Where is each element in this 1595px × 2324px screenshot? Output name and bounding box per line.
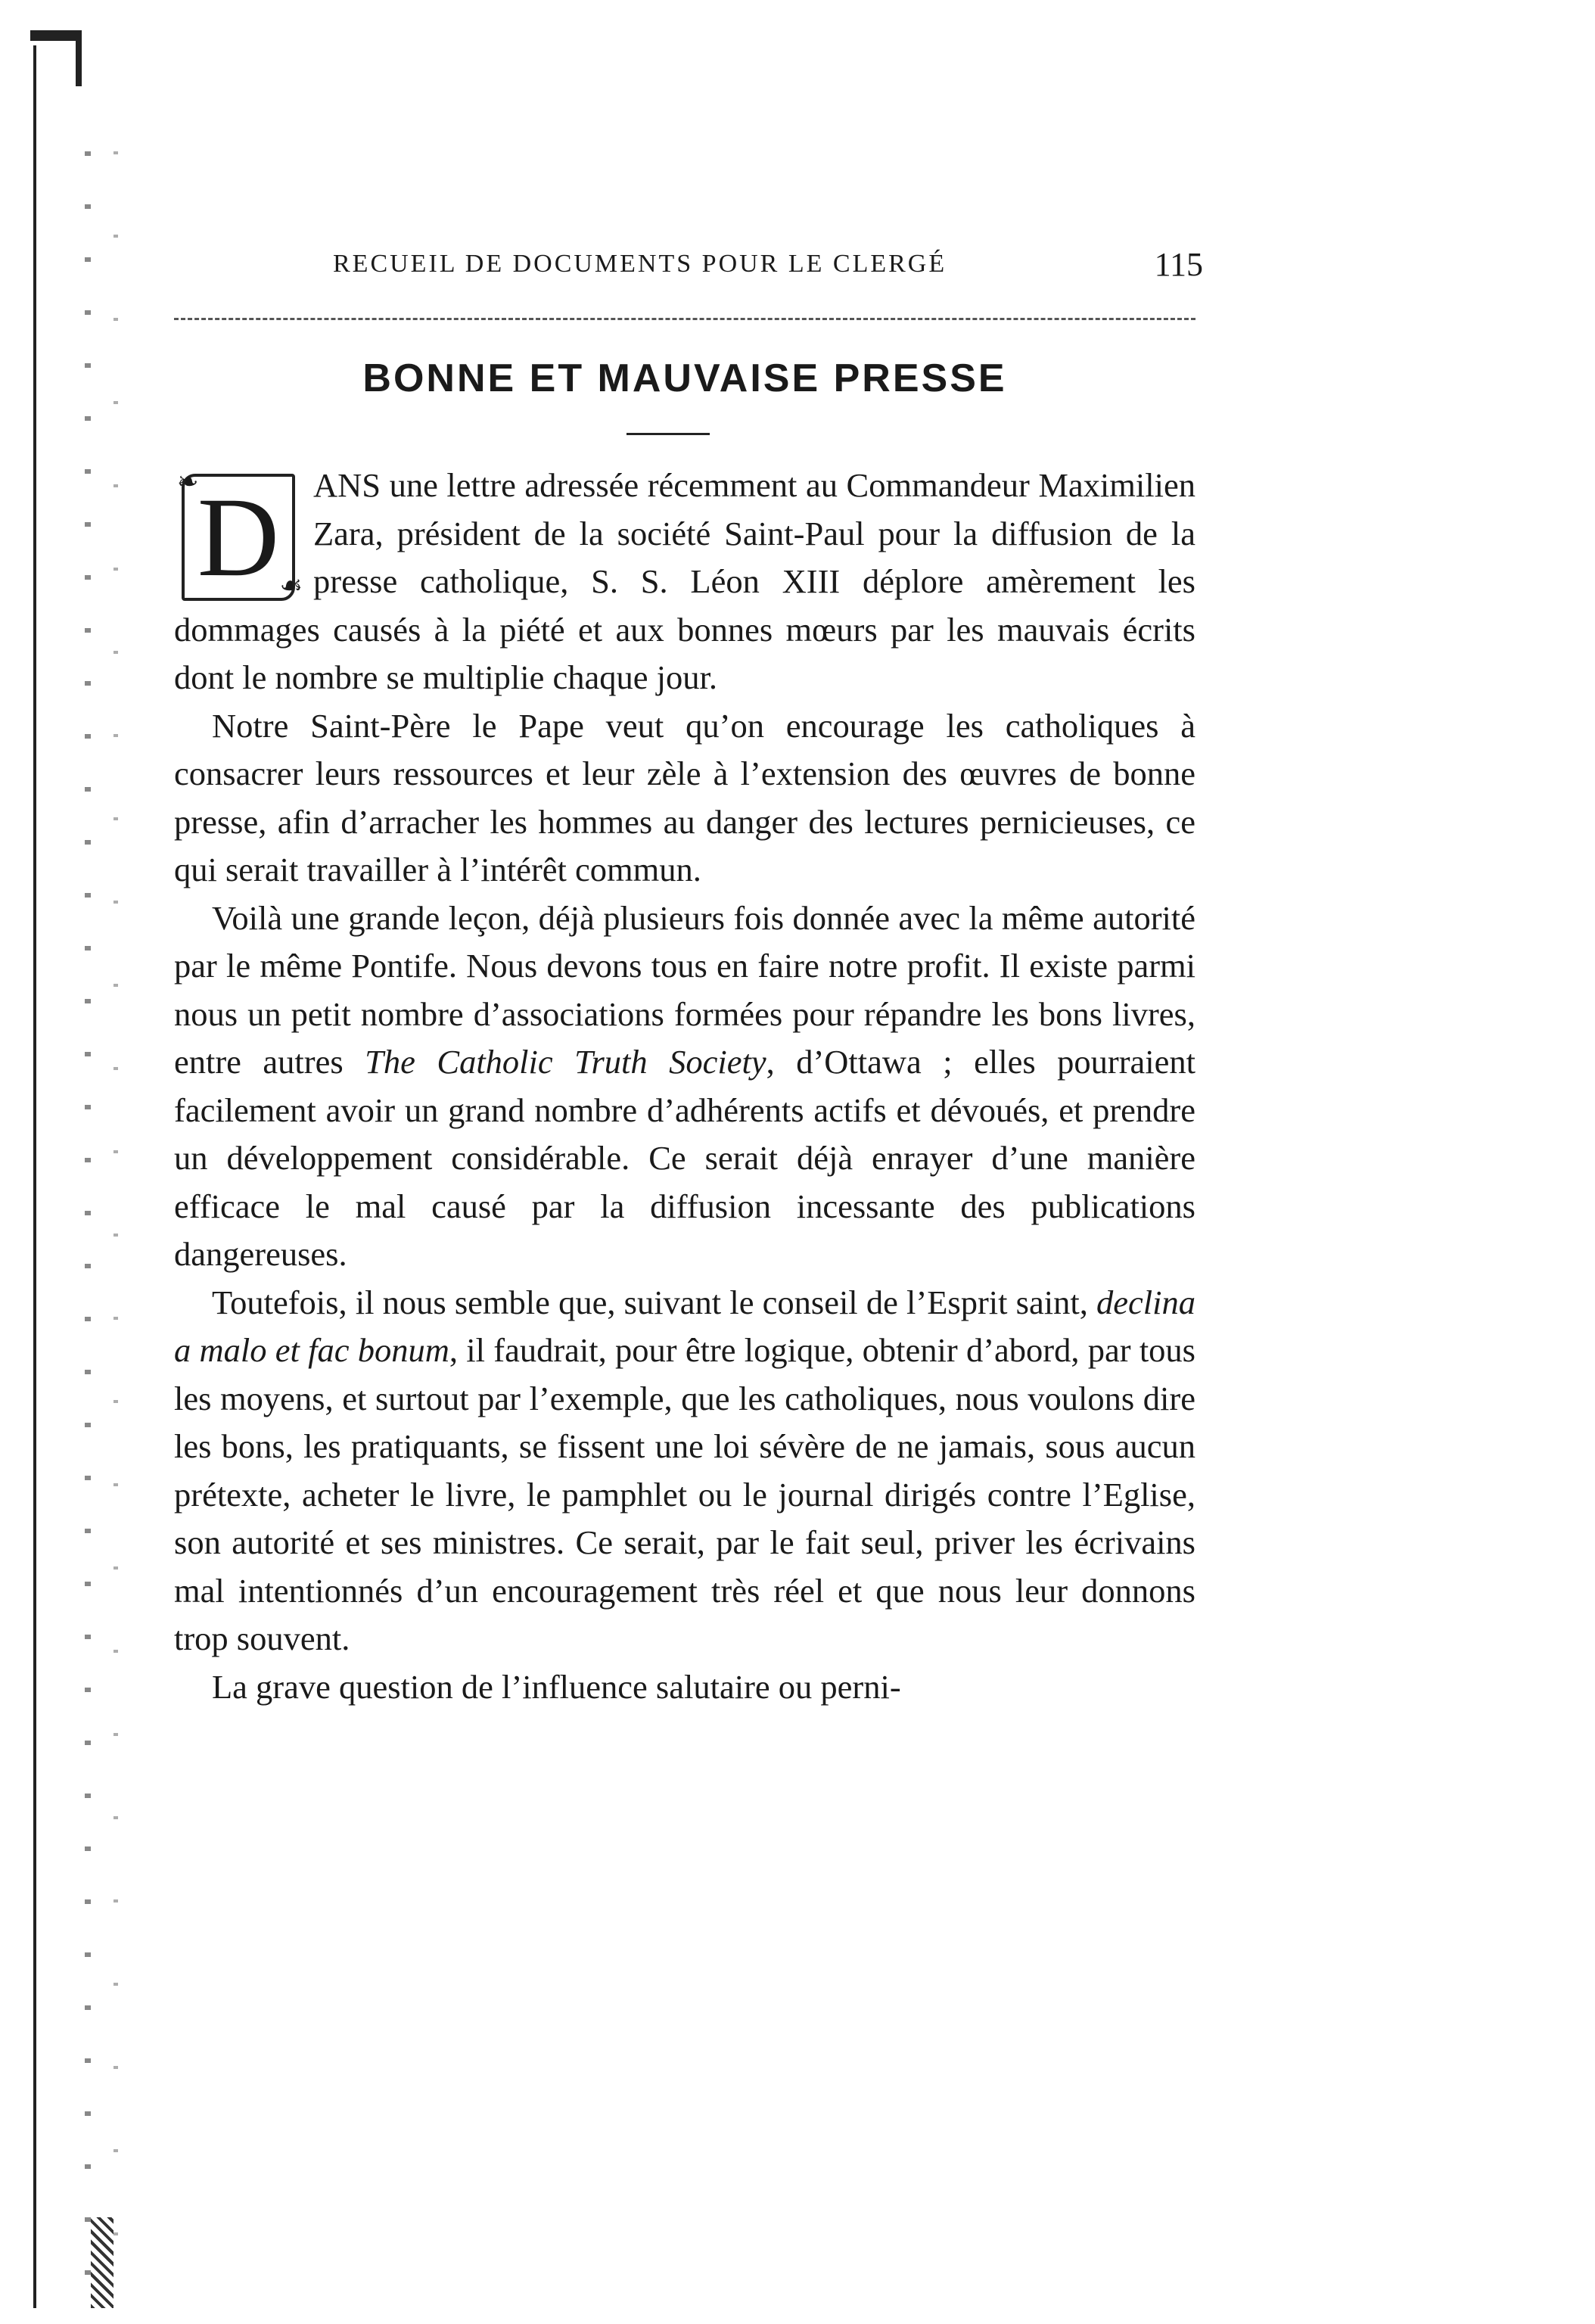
latin-quote: declina a malo et fac bonum xyxy=(174,1283,1195,1369)
drop-cap xyxy=(174,469,303,605)
binding-foot-mark xyxy=(91,2217,113,2308)
paragraph-3-text-b: , d’Ottawa ; elles pourraient facilement avoir un grand nombre d’adhérents actifs et dévoués, et prendre un développement considérable. Ce serait déjà enrayer d’une manière efficace le mal causé par la diffusion incessante des publications dangereuses. xyxy=(174,1043,1195,1273)
running-header xyxy=(333,246,1203,295)
society-name: The Catholic Truth Society xyxy=(365,1043,766,1081)
title-rule xyxy=(626,433,710,435)
binding-line xyxy=(33,45,36,2308)
page-number: 115 xyxy=(1154,246,1203,283)
drop-cap-ornament-icon: ☙ xyxy=(279,571,303,600)
running-title: RECUEIL DE DOCUMENTS POUR LE CLERGÉ xyxy=(333,250,947,278)
binding-dots-secondary xyxy=(113,151,118,2285)
paragraph-1-text: ANS une lettre adressée récemment au Commandeur Maximilien Zara, président de la société Saint-Paul pour la diffusion de la presse catholique, S. S. Léon XIII déplore amèrement les dommages causés à la piété et aux bonnes mœurs par les mauvais écrits dont le nombre se multiplie chaque jour. xyxy=(174,466,1195,696)
paragraph-3-text-a: Voilà une grande leçon, déjà plusieurs fois donnée avec la même autorité par le même Pontife. Nous devons tous en faire notre profit. Il existe parmi nous un petit nombre d’associations formées pour répandre les bons livres, entre autres xyxy=(174,898,1195,1081)
drop-cap-ornament-icon: ❧ xyxy=(177,468,199,496)
article-body xyxy=(174,462,1195,1711)
paragraph-4 xyxy=(174,1279,1195,1663)
binding-dots xyxy=(85,151,91,2285)
paragraph-3 xyxy=(174,894,1195,1279)
binding-edge xyxy=(0,0,136,2324)
paragraph-5: La grave question de l’influence salutaire ou perni- xyxy=(212,1667,901,1706)
paragraph-2: Notre Saint-Père le Pape veut qu’on encourage les catholiques à consacrer leurs ressources et leur zèle à l’extension des œuvres de bonne presse, afin d’arracher les hommes au danger des lectures pernicieuses, ce qui serait travailler à l’intérêt commun. xyxy=(174,706,1195,888)
paragraph-4-text-a: Toutefois, il nous semble que, suivant le conseil de l’Esprit saint, xyxy=(212,1283,1097,1321)
binding-corner-mark xyxy=(30,30,82,86)
article-title: BONNE ET MAUVAISE PRESSE xyxy=(362,356,1007,400)
header-rule xyxy=(174,318,1195,320)
drop-cap-letter: D xyxy=(197,474,280,600)
paragraph-1 xyxy=(174,462,1195,702)
paragraph-4-text-b: , il faudrait, pour être logique, obtenir d’abord, par tous les moyens, et surtout par l’exemple, que les catholiques, nous voulons dire les bons, les pratiquants, se fissent une loi sévère de ne jamais, sous aucun prétexte, acheter le livre, le pamphlet ou le journal dirigés contre l’Eglise, son autorité et ses ministres. Ce serait, par le fait seul, priver les écrivains mal intentionnés d’un encouragement très réel et que nous leur donnons trop souvent. xyxy=(174,1331,1195,1657)
